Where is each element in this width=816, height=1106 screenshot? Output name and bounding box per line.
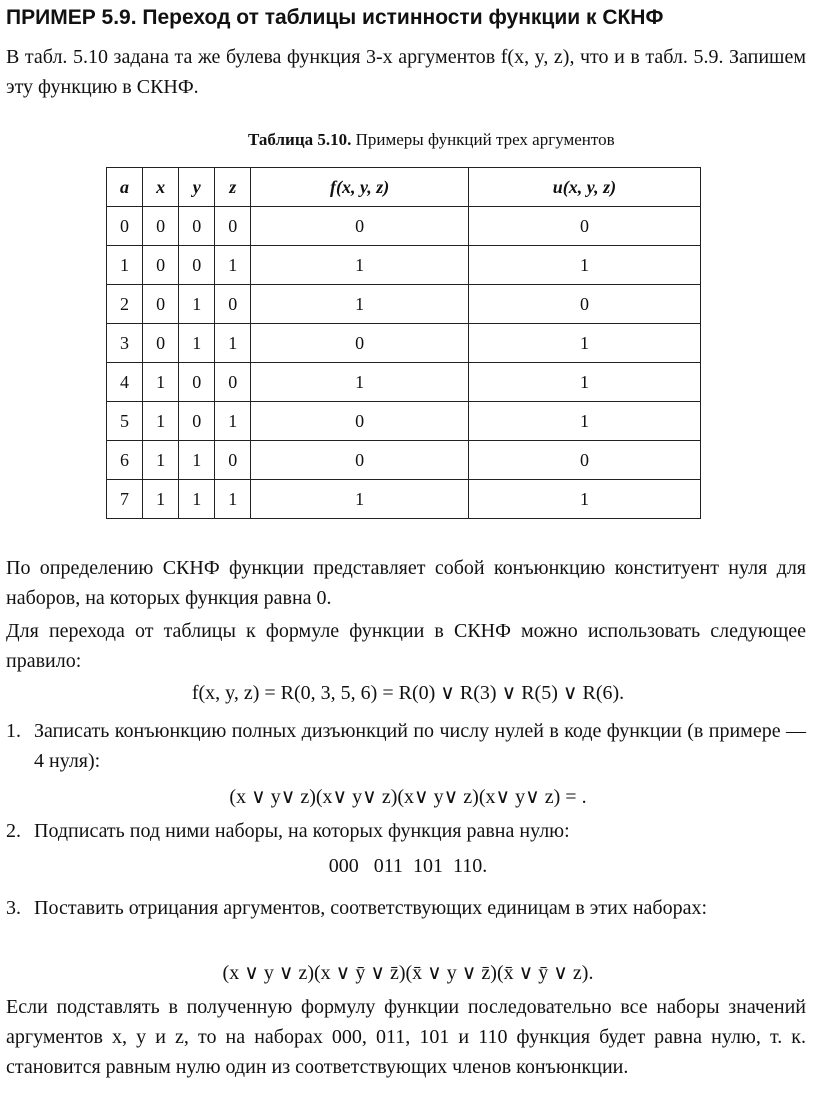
table-cell: 1 — [468, 480, 700, 519]
table-cell: 0 — [468, 207, 700, 246]
table-row — [107, 246, 701, 285]
step-1 — [6, 716, 806, 776]
header-a: a — [107, 168, 143, 207]
formula-disjunctions: (x ∨ y∨ z)(x∨ y∨ z)(x∨ y∨ z)(x∨ y∨ z) = . — [229, 786, 587, 808]
table-cell: 3 — [107, 324, 143, 363]
table-cell: 0 — [215, 285, 251, 324]
step-1-number: 1. — [6, 720, 21, 742]
table-cell: 0 — [215, 363, 251, 402]
table-cell: 6 — [107, 441, 143, 480]
table-cell: 1 — [251, 480, 469, 519]
table-cell: 0 — [179, 246, 215, 285]
table-cell: 0 — [468, 441, 700, 480]
truth-table — [106, 167, 701, 519]
zero-sets: 000 011 101 110. — [328, 855, 488, 877]
table-cell: 0 — [143, 246, 179, 285]
header-f: f(x, y, z) — [251, 168, 469, 207]
table-cell: 0 — [215, 441, 251, 480]
table-cell: 0 — [251, 324, 469, 363]
table-cell: 1 — [215, 324, 251, 363]
table-cell: 1 — [215, 246, 251, 285]
table-cell: 0 — [179, 363, 215, 402]
table-cell: 1 — [143, 441, 179, 480]
table-cell: 0 — [179, 402, 215, 441]
table-cell: 0 — [179, 207, 215, 246]
table-cell: 1 — [251, 246, 469, 285]
table-cell: 1 — [179, 441, 215, 480]
table-cell: 1 — [215, 480, 251, 519]
table-header-row — [107, 168, 701, 207]
formula-r-notation: f(x, y, z) = R(0, 3, 5, 6) = R(0) ∨ R(3) ∨ R(5) ∨ R(6). — [191, 682, 625, 704]
header-z: z — [215, 168, 251, 207]
table-caption-text: Примеры функций трех аргументов — [355, 130, 615, 149]
table-cell: 0 — [143, 285, 179, 324]
table-cell: 1 — [179, 480, 215, 519]
step-2-number: 2. — [6, 820, 21, 842]
table-cell: 0 — [468, 285, 700, 324]
table-cell: 1 — [468, 324, 700, 363]
step-3-number: 3. — [6, 897, 21, 919]
table-cell: 0 — [215, 207, 251, 246]
table-cell: 1 — [251, 363, 469, 402]
table-cell: 0 — [251, 207, 469, 246]
header-y: y — [179, 168, 215, 207]
table-cell: 0 — [251, 441, 469, 480]
table-cell: 1 — [143, 480, 179, 519]
table-cell: 1 — [143, 402, 179, 441]
step-2-text: Подписать под ними наборы, на которых функция равна нулю: — [34, 820, 570, 842]
table-row — [107, 285, 701, 324]
table-cell: 1 — [468, 246, 700, 285]
conclusion-paragraph: Если подставлять в полученную формулу функции последовательно все наборы значений аргументов x, y и z, то на наборах 000, 011, 101 и 110 функция будет равна нулю, т. к. становится равным нулю один из соответствующих членов конъюнкции. — [6, 996, 806, 1078]
example-heading: ПРИМЕР 5.9. Переход от таблицы истинности функции к СКНФ — [6, 6, 664, 29]
table-cell: 1 — [143, 363, 179, 402]
formula-sknf-result: (x ∨ y ∨ z)(x ∨ ȳ ∨ z̄)(x̄ ∨ y ∨ z̄)(x̄ ∨ ȳ ∨ z). — [222, 962, 594, 984]
table-cell: 0 — [251, 402, 469, 441]
table-row — [107, 402, 701, 441]
table-row — [107, 441, 701, 480]
definition-paragraph: По определению СКНФ функции представляет собой конъюнкцию конституент нуля для наборов, на которых функция равна 0. — [6, 557, 806, 609]
table-row — [107, 480, 701, 519]
rule-intro-paragraph: Для перехода от таблицы к формуле функции в СКНФ можно использовать следующее правило: — [6, 620, 806, 672]
header-x: x — [143, 168, 179, 207]
step-2 — [6, 816, 806, 846]
table-cell: 1 — [179, 324, 215, 363]
step-3 — [6, 893, 806, 923]
table-cell: 1 — [179, 285, 215, 324]
table-row — [107, 363, 701, 402]
table-cell: 2 — [107, 285, 143, 324]
step-3-text: Поставить отрицания аргументов, соответствующих единицам в этих наборах: — [34, 897, 708, 919]
table-cell: 1 — [215, 402, 251, 441]
table-cell: 1 — [468, 363, 700, 402]
table-cell: 1 — [468, 402, 700, 441]
table-cell: 5 — [107, 402, 143, 441]
table-caption-label: Таблица 5.10. — [248, 130, 352, 149]
header-u: u(x, y, z) — [468, 168, 700, 207]
table-cell: 0 — [143, 324, 179, 363]
table-cell: 1 — [251, 285, 469, 324]
table-cell: 0 — [143, 207, 179, 246]
intro-paragraph: В табл. 5.10 задана та же булева функция 3-х аргументов f(x, y, z), что и в табл. 5.9. Запишем эту функцию в СКНФ. — [6, 46, 806, 98]
table-row — [107, 207, 701, 246]
step-1-text: Записать конъюнкцию полных дизъюнкций по числу нулей в коде функции (в примере — 4 нуля): — [34, 720, 806, 772]
table-cell: 4 — [107, 363, 143, 402]
table-cell: 0 — [107, 207, 143, 246]
table-cell: 7 — [107, 480, 143, 519]
table-cell: 1 — [107, 246, 143, 285]
table-caption — [248, 130, 615, 150]
table-row — [107, 324, 701, 363]
